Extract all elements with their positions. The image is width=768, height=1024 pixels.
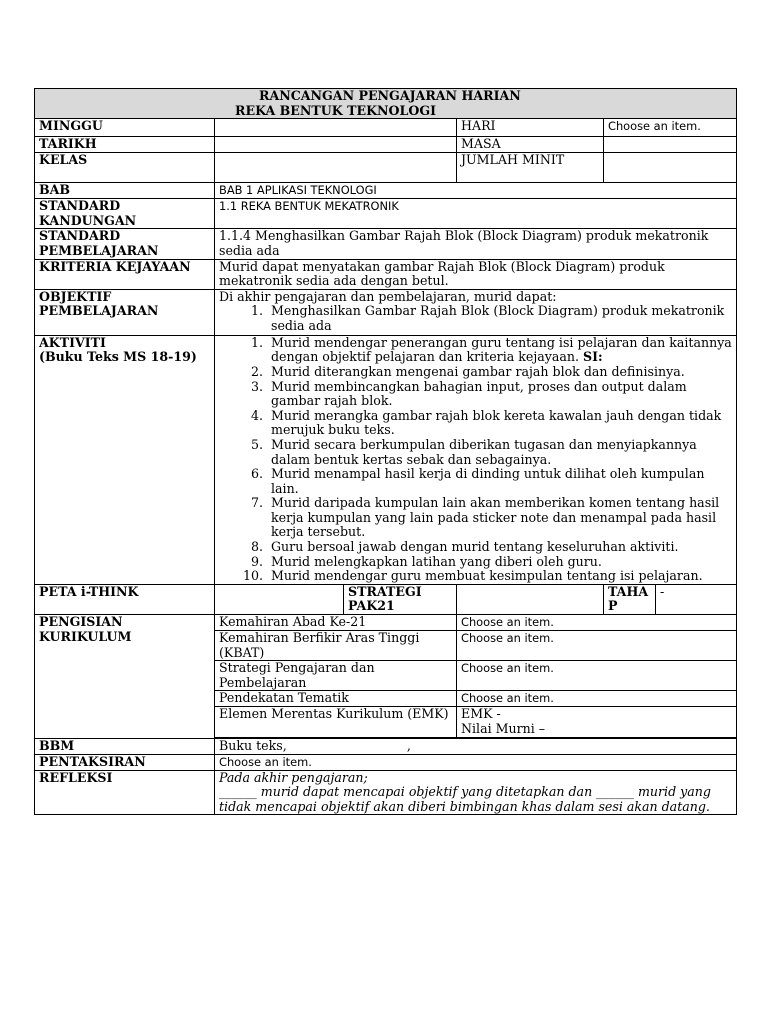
standard-kandungan-label: STANDARD KANDUNGAN bbox=[35, 199, 215, 229]
masa-label: MASA bbox=[457, 137, 604, 153]
masa-field[interactable] bbox=[604, 137, 737, 153]
pengisian-label-2: Strategi Pengajaran dan Pembelajaran bbox=[215, 661, 457, 691]
pentaksiran-label: PENTAKSIRAN bbox=[35, 754, 215, 770]
emk-value: EMK - bbox=[461, 706, 501, 722]
standard-pembelajaran-label: STANDARD PEMBELAJARAN bbox=[35, 229, 215, 259]
list-item: 6. Murid menampal hasil kerja di dinding untuk dilihat oleh kumpulan lain. bbox=[267, 467, 732, 496]
hari-dropdown[interactable]: Choose an item. bbox=[604, 119, 737, 137]
pengisian-dropdown-0[interactable]: Choose an item. bbox=[457, 615, 737, 631]
tarikh-field[interactable] bbox=[215, 137, 457, 153]
page-title: RANCANGAN PENGAJARAN HARIAN bbox=[259, 88, 521, 103]
refleksi-line-2: ______ murid dapat mencapai objektif yang ditetapkan dan ______ murid yang tidak mencapai objektif akan diberi bimbingan khas dalam sesi akan datang. bbox=[219, 784, 711, 814]
list-item: 2. Murid diterangkan mengenai gambar rajah blok dan definisinya. bbox=[267, 365, 732, 380]
hari-label: HARI bbox=[457, 119, 604, 137]
kelas-field[interactable] bbox=[215, 153, 457, 183]
si-marker: SI: bbox=[583, 349, 603, 365]
objektif-intro: Di akhir pengajaran dan pembelajaran, murid dapat: bbox=[219, 288, 557, 304]
emk-cell bbox=[457, 707, 737, 737]
aktiviti-cell bbox=[215, 335, 737, 584]
objektif-label: OBJEKTIF PEMBELAJARAN bbox=[35, 289, 215, 335]
list-item: 10. Murid mendengar guru membuat kesimpulan tentang isi pelajaran. bbox=[267, 569, 732, 584]
tahap-label: TAHAP bbox=[604, 584, 656, 614]
page-subtitle: REKA BENTUK TEKNOLOGI bbox=[235, 102, 436, 118]
table-header bbox=[35, 89, 737, 119]
pengisian-dropdown-2[interactable]: Choose an item. bbox=[457, 661, 737, 691]
tarikh-label: TARIKH bbox=[35, 137, 215, 153]
objektif-cell bbox=[215, 289, 737, 335]
bbm-value: Buku teks, , bbox=[215, 738, 737, 754]
minggu-field[interactable] bbox=[215, 119, 457, 137]
pengisian-dropdown-3[interactable]: Choose an item. bbox=[457, 691, 737, 707]
pengisian-dropdown-1[interactable]: Choose an item. bbox=[457, 631, 737, 661]
list-item: 3. Murid membincangkan bahagian input, proses dan output dalam gambar rajah blok. bbox=[267, 380, 732, 409]
bab-value: BAB 1 APLIKASI TEKNOLOGI bbox=[215, 183, 737, 199]
minggu-label: MINGGU bbox=[35, 119, 215, 137]
aktiviti-label: AKTIVITI bbox=[39, 334, 106, 350]
list-item: 1. Murid mendengar penerangan guru tentang isi pelajaran dan kaitannya dengan objektif pelajaran dan kriteria kejayaan. SI: bbox=[267, 336, 732, 365]
objektif-list bbox=[219, 304, 732, 333]
kriteria-label: KRITERIA KEJAYAAN bbox=[35, 259, 215, 289]
strategi-label: STRATEGI PAK21 bbox=[344, 584, 457, 614]
aktiviti-label-cell bbox=[35, 335, 215, 584]
nilai-murni-value: Nilai Murni – bbox=[461, 721, 546, 736]
bbm-label: BBM bbox=[35, 738, 215, 754]
standard-pembelajaran-value: 1.1.4 Menghasilkan Gambar Rajah Blok (Block Diagram) produk mekatronik sedia ada bbox=[215, 229, 737, 259]
strategi-field[interactable] bbox=[457, 584, 604, 614]
lesson-plan-table bbox=[34, 88, 737, 815]
aktiviti-subtitle: (Buku Teks MS 18-19) bbox=[39, 349, 197, 365]
peta-label: PETA i-THINK bbox=[35, 584, 215, 614]
list-item: 4. Murid merangka gambar rajah blok kereta kawalan jauh dengan tidak merujuk buku teks. bbox=[267, 409, 732, 438]
kelas-label: KELAS bbox=[35, 153, 215, 183]
refleksi-line-1: Pada akhir pengajaran; bbox=[219, 769, 368, 785]
pengisian-label-3: Pendekatan Tematik bbox=[215, 691, 457, 707]
emk-label: Elemen Merentas Kurikulum (EMK) bbox=[215, 707, 457, 737]
pengisian-label: PENGISIAN KURIKULUM bbox=[35, 615, 215, 739]
pengisian-label-0: Kemahiran Abad Ke-21 bbox=[215, 615, 457, 631]
tahap-value: - bbox=[656, 584, 737, 614]
pentaksiran-dropdown[interactable]: Choose an item. bbox=[215, 754, 737, 770]
refleksi-cell bbox=[215, 770, 737, 815]
jumlah-minit-field[interactable] bbox=[604, 153, 737, 183]
kriteria-value: Murid dapat menyatakan gambar Rajah Blok (Block Diagram) produk mekatronik sedia ada dengan betul. bbox=[215, 259, 737, 289]
list-item: 1. Menghasilkan Gambar Rajah Blok (Block Diagram) produk mekatronik sedia ada bbox=[267, 304, 732, 333]
list-item: 9. Murid melengkapkan latihan yang diberi oleh guru. bbox=[267, 555, 732, 570]
list-item: 7. Murid daripada kumpulan lain akan memberikan komen tentang hasil kerja kumpulan yang lain pada sticker note dan menampal pada hasil kerja tersebut. bbox=[267, 496, 732, 540]
list-item: 8. Guru bersoal jawab dengan murid tentang keseluruhan aktiviti. bbox=[267, 540, 732, 555]
list-item: 5. Murid secara berkumpulan diberikan tugasan dan menyiapkannya dalam bentuk kertas sebak dan sebagainya. bbox=[267, 438, 732, 467]
standard-kandungan-value: 1.1 REKA BENTUK MEKATRONIK bbox=[215, 199, 737, 229]
refleksi-label: REFLEKSI bbox=[35, 770, 215, 815]
pengisian-label-1: Kemahiran Berfikir Aras Tinggi (KBAT) bbox=[215, 631, 457, 661]
bab-label: BAB bbox=[35, 183, 215, 199]
jumlah-minit-label: JUMLAH MINIT bbox=[457, 153, 604, 183]
aktiviti-list bbox=[219, 336, 732, 584]
peta-field[interactable] bbox=[215, 584, 344, 614]
